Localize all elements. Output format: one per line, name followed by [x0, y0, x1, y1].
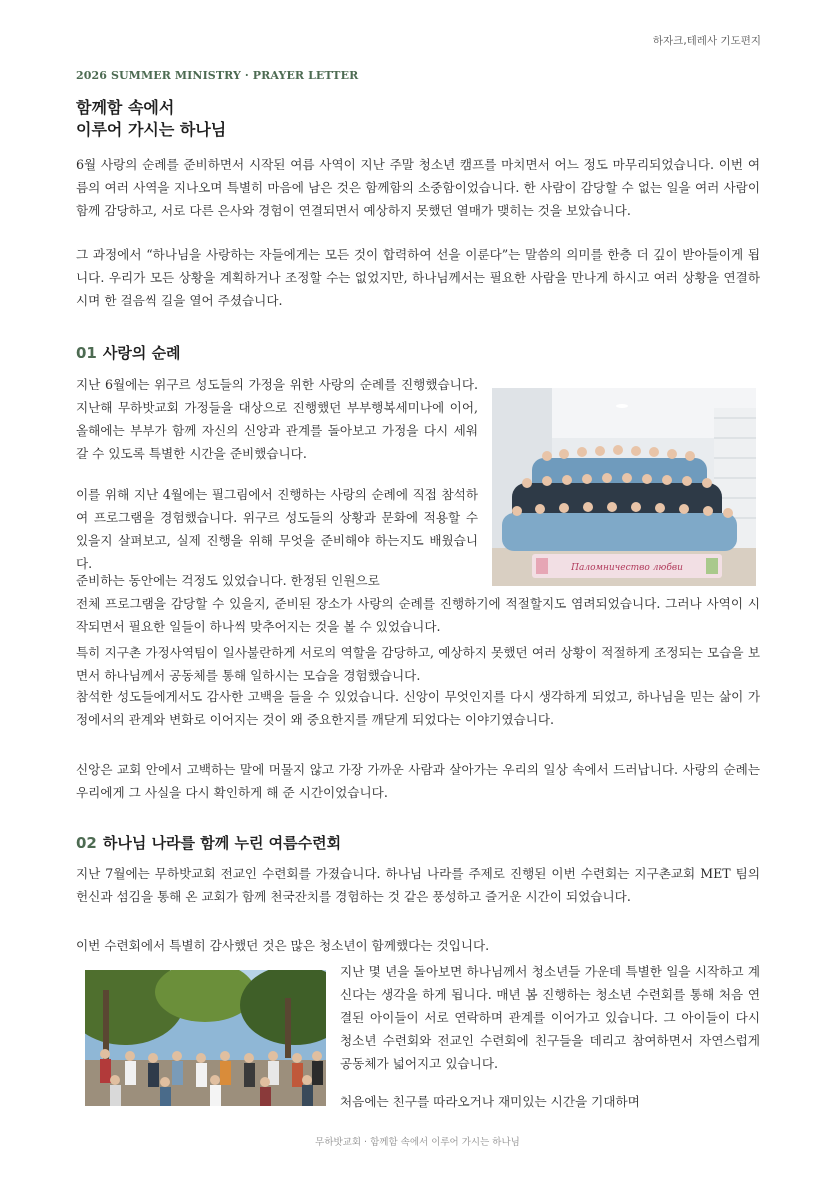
page-title-line1: 함께함 속에서 [76, 98, 175, 117]
section1-paragraph-3-line1: 준비하는 동안에는 걱정도 있었습니다. 한정된 인원으로 [76, 573, 380, 588]
document-header-label: 하자크,테레사 기도편지 [652, 35, 761, 47]
section2-paragraph-2: 이번 수련회에서 특별히 감사했던 것은 많은 청소년이 함께했다는 것입니다. [76, 938, 490, 953]
group-photo [492, 388, 756, 586]
section-number: 02 [76, 834, 97, 852]
page-title [76, 97, 226, 141]
section-number: 01 [76, 344, 97, 362]
section-heading-love-pilgrimage [76, 342, 181, 363]
section1-paragraph-4: 특히 지구촌 가정사역팀이 일사불란하게 서로의 역할을 감당하고, 예상하지 못했던 여러 상황이 적절하게 조정되는 모습을 보면서 하나님께서 공동체를 통해 일하시는 모습을 경험했습니다. [76, 645, 760, 683]
eyebrow-label: 2026 SUMMER MINISTRY · PRAYER LETTER [76, 69, 359, 82]
page-footer: 무하밧교회 · 함께함 속에서 이루어 가시는 하나님 [315, 1137, 520, 1148]
section1-paragraph-2: 이를 위해 지난 4월에는 필그림에서 진행하는 사랑의 순례에 직접 참석하여 프로그램을 경험했습니다. 위구르 성도들의 상황과 문화에 적용할 수 있을지 살펴보고, 실제 진행을 위해 무엇을 준비해야 하는지도 배웠습니다. [76, 487, 478, 571]
section1-paragraph-6: 신앙은 교회 안에서 고백하는 말에 머물지 않고 가장 가까운 사람과 살아가는 우리의 일상 속에서 드러납니다. 사랑의 순례는 우리에게 그 사실을 다시 확인하게 해 준 시간이었습니다. [76, 762, 760, 800]
intro-paragraph-2: 그 과정에서 “하나님을 사랑하는 자들에게는 모든 것이 합력하여 선을 이룬다”는 말씀의 의미를 한층 더 깊이 받아들이게 됩니다. 우리가 모든 상황을 계획하거나 조정할 수는 없었지만, 하나님께서는 필요한 사람을 만나게 하시고 여러 상황을 연결하시며 한 걸음씩 길을 열어 주셨습니다. [76, 247, 760, 308]
section2-paragraph-4: 처음에는 친구를 따라오거나 재미있는 시간을 기대하며 [340, 1094, 640, 1109]
section1-paragraph-5: 참석한 성도들에게서도 감사한 고백을 들을 수 있었습니다. 신앙이 무엇인지를 다시 생각하게 되었고, 하나님을 믿는 삶이 가정에서의 관계와 변화로 이어지는 것이 왜 중요한지를 깨닫게 되었다는 이야기였습니다. [76, 689, 760, 727]
section-heading-summer-retreat [76, 832, 341, 853]
section2-paragraph-3: 지난 몇 년을 돌아보면 하나님께서 청소년들 가운데 특별한 일을 시작하고 계신다는 생각을 하게 됩니다. 매년 봄 진행하는 청소년 수련회를 통해 처음 연결된 아이들이 서로 연락하며 관계를 이어가고 있습니다. 그 아이들이 다시 청소년 수련회와 전교인 수련회에 친구들을 데리고 참여하면서 자연스럽게 공동체가 넓어지고 있습니다. [340, 964, 760, 1071]
section2-paragraph-1: 지난 7월에는 무하밧교회 전교인 수련회를 가졌습니다. 하나님 나라를 주제로 진행된 이번 수련회는 지구촌교회 MET 팀의 헌신과 섬김을 통해 온 교회가 함께 천국잔치를 경험하는 것 같은 풍성하고 즐거운 시간이 되었습니다. [76, 866, 760, 904]
section1-paragraph-1: 지난 6월에는 위구르 성도들의 가정을 위한 사랑의 순례를 진행했습니다. 지난해 무하밧교회 가정들을 대상으로 진행했던 부부행복세미나에 이어, 올해에는 부부가 함께 자신의 신앙과 관계를 돌아보고 가정을 다시 세워 갈 수 있도록 특별한 시간을 준비했습니다. [76, 377, 478, 461]
section-title-text: 사랑의 순례 [102, 344, 181, 362]
banner-text: Паломничество любви [571, 563, 683, 573]
intro-paragraph-1: 6월 사랑의 순례를 준비하면서 시작된 여름 사역이 지난 주말 청소년 캠프를 마치면서 어느 정도 마무리되었습니다. 이번 여름의 여러 사역을 지나오며 특별히 마음에 남은 것은 함께함의 소중함이었습니다. 한 사람이 감당할 수 없는 일을 여러 사람이 함께 감당하고, 서로 다른 은사와 경험이 연결되면서 예상하지 못했던 열매가 맺히는 것을 보았습니다. [76, 157, 760, 218]
page-title-line2: 이루어 가시는 하나님 [76, 120, 227, 139]
section-title-text: 하나님 나라를 함께 누린 여름수련회 [102, 834, 342, 852]
retreat-photo [85, 970, 326, 1106]
section1-paragraph-3: 전체 프로그램을 감당할 수 있을지, 준비된 장소가 사랑의 순례를 진행하기에 적절할지도 염려되었습니다. 그러나 사역이 시작되면서 필요한 일들이 하나씩 맞추어지는 것을 볼 수 있었습니다. [76, 596, 760, 634]
